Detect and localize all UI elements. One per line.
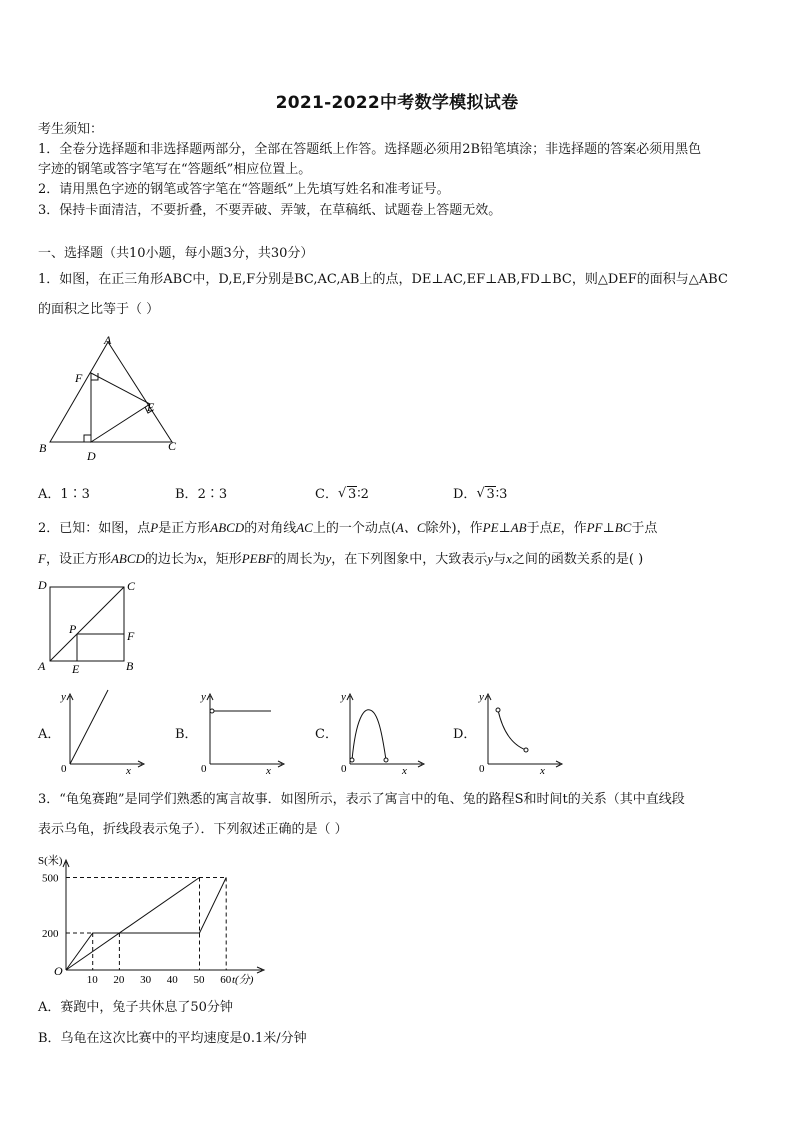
series-rabbit	[66, 878, 226, 971]
svg-text:0: 0	[479, 763, 485, 775]
q2-option-a[interactable]: A．	[38, 727, 61, 742]
notice-item-3: 3．保持卡面清洁，不要折叠，不要弄破、弄皱，在草稿纸、试题卷上答题无效。	[38, 203, 502, 218]
y-tick-500: 500	[42, 872, 59, 885]
label-a: A	[104, 333, 112, 347]
svg-text:x: x	[540, 765, 545, 776]
q1-option-c[interactable]: C．√ 3∶2	[315, 483, 369, 502]
q2-graph-c	[338, 688, 428, 776]
q1-option-a[interactable]: A．1∶3	[38, 487, 90, 502]
q2-options	[0, 688, 794, 778]
q1-stem-line2: 的面积之比等于（ ）	[38, 302, 160, 317]
series-tortoise	[66, 878, 200, 971]
sqrt-symbol: √ 3	[338, 487, 357, 502]
label-d: D	[38, 578, 47, 592]
q2-square-figure	[35, 577, 145, 677]
svg-text:0: 0	[201, 763, 207, 775]
q1-option-d[interactable]: D．√ 3∶3	[453, 483, 507, 502]
svg-text:0: 0	[341, 763, 347, 775]
graph-a-line	[70, 690, 108, 764]
notice-item-1-cont: 字迹的钢笔或答字笔写在“答题纸”相应位置上。	[38, 162, 312, 177]
x-tick-50: 50	[193, 974, 205, 986]
x-tick-20: 20	[113, 974, 125, 986]
q1-stem-line1: 1．如图，在正三角形ABC中，D,E,F分别是BC,AC,AB上的点，DE⊥AC,EF⊥AB,FD⊥BC，则△DEF的面积与△ABC	[38, 272, 728, 287]
q2-graph-a	[58, 688, 148, 776]
q2-option-b[interactable]: B．	[175, 727, 198, 742]
section-heading: 一、选择题（共10小题，每小题3分，共30分）	[38, 246, 314, 261]
q2-option-c[interactable]: C．	[315, 727, 338, 742]
sqrt-symbol: √ 3	[476, 487, 495, 502]
q1-triangle-figure	[35, 332, 185, 464]
x-tick-40: 40	[166, 974, 178, 986]
graph-c-curve	[352, 710, 386, 760]
origin-label: O	[54, 964, 63, 978]
svg-text:x: x	[402, 765, 407, 776]
q1-option-b[interactable]: B．2∶3	[175, 487, 228, 502]
label-e: E	[147, 400, 155, 414]
x-tick-60: 60	[220, 974, 232, 986]
page-title: 2021-2022中考数学模拟试卷	[275, 93, 519, 113]
q2-option-d[interactable]: D．	[453, 727, 477, 742]
diagonal-ac	[50, 587, 124, 661]
q3-option-a[interactable]: A．赛跑中，兔子共休息了50分钟	[38, 1000, 233, 1015]
label-d: D	[87, 449, 96, 463]
q2-stem-line1: 2．已知：如图，点P是正方形ABCD的对角线AC上的一个动点(A、C除外)，作PE⊥AB于点E，作PF⊥BC于点	[38, 520, 658, 536]
label-b: B	[39, 441, 47, 455]
label-f: F	[75, 371, 83, 385]
q3-option-b[interactable]: B．乌龟在这次比赛中的平均速度是0.1米/分钟	[38, 1031, 307, 1046]
x-axis-label: t(分)	[232, 974, 254, 986]
q2-graph-b	[198, 688, 288, 776]
label-a: A	[38, 659, 46, 673]
x-tick-30: 30	[140, 974, 152, 986]
x-tick-10: 10	[86, 974, 98, 986]
label-b: B	[126, 659, 134, 673]
triangle-abc	[50, 342, 172, 442]
notice-item-2: 2．请用黑色字迹的钢笔或答字笔在“答题纸”上先填写姓名和准考证号。	[38, 182, 450, 197]
y-axis-label: S(米)	[38, 855, 63, 867]
svg-text:y: y	[479, 691, 484, 703]
triangle-def	[91, 373, 150, 442]
svg-text:0: 0	[61, 763, 67, 775]
svg-text:y: y	[201, 691, 206, 703]
q3-stem-line1: 3．“龟兔赛跑”是同学们熟悉的寓言故事．如图所示，表示了寓言中的龟、兔的路程S和时间t的关系（其中直线段	[38, 792, 685, 807]
label-c: C	[168, 439, 177, 453]
label-f: F	[127, 629, 135, 643]
svg-text:x: x	[126, 765, 131, 776]
svg-text:y: y	[61, 691, 66, 703]
y-tick-200: 200	[42, 928, 59, 940]
label-p: P	[69, 622, 77, 636]
notice-item-1: 1．全卷分选择题和非选择题两部分，全部在答题纸上作答。选择题必须用2B铅笔填涂；非选择题的答案必须用黑色	[38, 142, 702, 157]
label-e: E	[72, 662, 80, 676]
notice-heading: 考生须知：	[38, 122, 104, 137]
label-c: C	[127, 579, 136, 593]
right-angle-d	[84, 435, 91, 442]
svg-text:y: y	[341, 691, 346, 703]
svg-text:x: x	[266, 765, 271, 776]
q3-stem-line2: 表示乌龟，折线段表示兔子）．下列叙述正确的是（ ）	[38, 822, 348, 837]
q3-race-chart	[34, 850, 274, 990]
q1-options	[0, 483, 794, 503]
graph-d-curve	[498, 710, 526, 750]
q2-stem-line2: F，设正方形ABCD的边长为x，矩形PEBF的周长为y，在下列图象中，大致表示y与x之间的函数关系的是( )	[38, 551, 644, 567]
q2-graph-d	[476, 688, 566, 776]
